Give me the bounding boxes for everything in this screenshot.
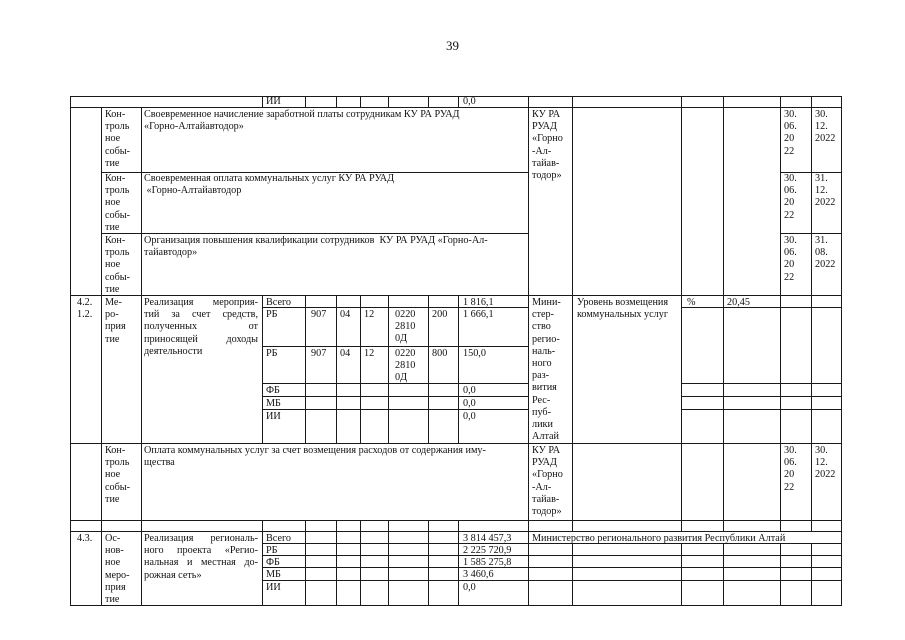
table-rule bbox=[723, 295, 724, 444]
table-rule bbox=[428, 295, 429, 444]
table-rule bbox=[388, 96, 389, 108]
table-rule bbox=[723, 543, 724, 606]
table-rule bbox=[681, 307, 842, 308]
table-rule bbox=[101, 443, 102, 521]
amount-cell: 2 225 720,9 bbox=[463, 545, 512, 556]
table-rule bbox=[572, 520, 573, 532]
funding-source-cell: ИИ bbox=[266, 411, 281, 422]
end-date-cell: 30. bbox=[815, 109, 828, 120]
table-rule bbox=[336, 96, 337, 108]
control-event-label: троль bbox=[105, 121, 130, 133]
table-rule bbox=[70, 443, 842, 444]
amount-cell: 1 585 275,8 bbox=[463, 557, 512, 568]
table-rule bbox=[262, 295, 263, 444]
measure-name: нальная и местная до- bbox=[144, 557, 258, 569]
executor-cell: наль- bbox=[532, 345, 556, 357]
control-event-label: троль bbox=[105, 247, 130, 259]
end-date-cell: 30. bbox=[815, 445, 828, 456]
table-rule bbox=[262, 383, 459, 384]
amount-cell: 150,0 bbox=[463, 348, 486, 359]
funding-source-cell: ФБ bbox=[266, 385, 280, 396]
executor-cell: регио- bbox=[532, 333, 560, 345]
amount-cell: 0,0 bbox=[463, 385, 476, 396]
table-rule bbox=[70, 443, 71, 521]
measure-kind: ное bbox=[105, 557, 121, 569]
measure-kind: прия bbox=[105, 581, 126, 593]
start-date-cell: 30. bbox=[784, 445, 797, 456]
measure-kind: Ме- bbox=[105, 297, 122, 308]
page-number: 39 bbox=[446, 38, 459, 53]
start-date-cell: 20 bbox=[784, 133, 795, 145]
table-rule bbox=[141, 531, 142, 606]
executor-cell: РУАД bbox=[532, 121, 557, 133]
table-rule bbox=[70, 520, 842, 521]
executor-cell: вития bbox=[532, 382, 557, 394]
table-rule bbox=[262, 307, 459, 308]
table-rule bbox=[841, 295, 842, 444]
table-rule bbox=[428, 96, 429, 108]
table-rule bbox=[841, 443, 842, 521]
executor-cell: КУ РА bbox=[532, 445, 561, 456]
executor-cell: Рес- bbox=[532, 394, 551, 406]
target-article-cell: 0220 bbox=[395, 348, 416, 359]
table-rule bbox=[360, 96, 361, 108]
indicator-name: Уровень возмещения bbox=[577, 297, 669, 308]
table-rule bbox=[141, 443, 142, 521]
funding-source-cell: МБ bbox=[266, 569, 281, 580]
start-date-cell: 30. bbox=[784, 235, 797, 246]
executor-cell: тодор» bbox=[532, 170, 562, 181]
event-description: «Горно-Алтайавтодор» bbox=[144, 121, 244, 133]
control-event-label: тие bbox=[105, 157, 120, 169]
control-event-label: ное bbox=[105, 197, 121, 209]
table-rule bbox=[572, 107, 573, 296]
table-rule bbox=[841, 107, 842, 296]
event-description: тайавтодор» bbox=[144, 247, 198, 259]
table-rule bbox=[70, 531, 842, 532]
start-date-cell: 20 bbox=[784, 259, 795, 271]
funding-source-cell: ИИ bbox=[266, 96, 281, 107]
table-rule bbox=[262, 567, 842, 568]
target-article-cell: 0220 bbox=[395, 309, 416, 320]
executor-cell: «Горно bbox=[532, 469, 563, 481]
table-rule bbox=[458, 346, 529, 347]
control-event-label: собы- bbox=[105, 209, 131, 221]
executor-cell: Мини- bbox=[532, 297, 561, 308]
control-event-label: тие bbox=[105, 221, 120, 233]
indicator-value: 20,45 bbox=[727, 297, 750, 308]
funding-source-cell: Всего bbox=[266, 297, 291, 308]
funding-source-cell: ФБ bbox=[266, 557, 280, 568]
executor-cell: «Горно bbox=[532, 133, 563, 145]
grbs-code-cell: 907 bbox=[311, 348, 327, 359]
end-date-cell: 08. bbox=[815, 247, 828, 259]
executor-cell: РУАД bbox=[532, 457, 557, 469]
table-rule bbox=[528, 443, 529, 521]
measure-name: полученных от bbox=[144, 321, 258, 333]
start-date-cell: 30. bbox=[784, 109, 797, 120]
control-event-label: троль bbox=[105, 457, 130, 469]
start-date-cell: 20 bbox=[784, 197, 795, 209]
control-event-label: тие bbox=[105, 283, 120, 295]
executor-cell: КУ РА bbox=[532, 109, 561, 120]
start-date-cell: 30. bbox=[784, 173, 797, 184]
control-event-label: Кон- bbox=[105, 109, 126, 120]
table-rule bbox=[723, 443, 724, 521]
grbs-code-cell: 907 bbox=[311, 309, 327, 320]
table-rule bbox=[681, 107, 682, 296]
table-rule bbox=[336, 295, 337, 444]
table-rule bbox=[101, 107, 102, 296]
funding-source-cell: РБ bbox=[266, 309, 278, 320]
subsection-code-cell: 12 bbox=[364, 309, 375, 320]
section-code-cell: 04 bbox=[340, 348, 351, 359]
table-rule bbox=[681, 443, 682, 521]
measure-kind: нов- bbox=[105, 545, 124, 557]
measure-number: 4.3. bbox=[77, 533, 93, 544]
start-date-cell: 06. bbox=[784, 247, 797, 259]
control-event-label: ное bbox=[105, 469, 121, 481]
end-date-cell: 31. bbox=[815, 235, 828, 246]
table-rule bbox=[141, 295, 142, 444]
control-event-label: собы- bbox=[105, 271, 131, 283]
indicator-unit: % bbox=[687, 297, 696, 308]
control-event-label: собы- bbox=[105, 481, 131, 493]
amount-cell: 1 666,1 bbox=[463, 309, 494, 320]
measure-kind: тие bbox=[105, 594, 120, 605]
table-rule bbox=[70, 295, 71, 444]
table-rule bbox=[723, 520, 724, 532]
measure-name: Реализация мероприя- bbox=[144, 297, 258, 308]
control-event-label: ное bbox=[105, 133, 121, 145]
executor-cell: стер- bbox=[532, 309, 554, 321]
measure-number: 1.2. bbox=[77, 309, 93, 321]
funding-source-cell: РБ bbox=[266, 545, 278, 556]
table-rule bbox=[141, 107, 142, 296]
table-rule bbox=[681, 383, 842, 384]
start-date-cell: 22 bbox=[784, 145, 795, 157]
measure-name: тий за счет средств, bbox=[144, 309, 258, 321]
event-description: Своевременная оплата коммунальных услуг КУ РА РУАД bbox=[144, 173, 395, 184]
executor-cell: Алтай bbox=[532, 431, 559, 443]
event-description: щества bbox=[144, 457, 175, 469]
executor-cell: -Ал- bbox=[532, 481, 552, 493]
executor-cell: тайав- bbox=[532, 157, 560, 169]
section-code-cell: 04 bbox=[340, 309, 351, 320]
control-event-label: ное bbox=[105, 259, 121, 271]
table-rule bbox=[681, 543, 682, 606]
table-rule bbox=[262, 346, 459, 347]
table-rule bbox=[780, 520, 781, 532]
table-rule bbox=[458, 96, 459, 108]
table-rule bbox=[780, 295, 781, 444]
event-description: Своевременное начисление заработной платы сотрудникам КУ РА РУАД bbox=[144, 109, 460, 120]
expense-type-cell: 200 bbox=[432, 309, 448, 320]
control-event-label: Кон- bbox=[105, 173, 126, 184]
table-rule bbox=[70, 96, 842, 97]
target-article-cell: 2810 bbox=[395, 360, 416, 372]
control-event-label: Кон- bbox=[105, 235, 126, 246]
amount-cell: 0,0 bbox=[463, 411, 476, 422]
event-description: «Горно-Алтайавтодор bbox=[144, 185, 242, 197]
table-rule bbox=[681, 409, 842, 410]
table-rule bbox=[70, 107, 71, 296]
table-rule bbox=[780, 233, 842, 234]
table-rule bbox=[780, 107, 781, 296]
control-event-label: собы- bbox=[105, 145, 131, 157]
executor-cell: ство bbox=[532, 321, 551, 333]
table-rule bbox=[262, 396, 459, 397]
table-rule bbox=[262, 96, 263, 108]
table-rule bbox=[101, 233, 529, 234]
funding-source-cell: Всего bbox=[266, 533, 291, 544]
target-article-cell: 0Д bbox=[395, 372, 408, 384]
table-rule bbox=[388, 295, 389, 444]
control-event-label: троль bbox=[105, 185, 130, 197]
funding-source-cell: РБ bbox=[266, 348, 278, 359]
table-rule bbox=[780, 443, 781, 521]
end-date-cell: 2022 bbox=[815, 133, 836, 145]
executor-cell: пуб- bbox=[532, 406, 551, 418]
start-date-cell: 22 bbox=[784, 271, 795, 283]
table-rule bbox=[811, 543, 812, 606]
table-rule bbox=[305, 295, 306, 444]
table-rule bbox=[681, 295, 682, 444]
table-rule bbox=[101, 531, 102, 606]
end-date-cell: 31. bbox=[815, 173, 828, 184]
measure-kind: Ос- bbox=[105, 533, 121, 544]
event-description: Оплата коммунальных услуг за счет возмещения расходов от содержания иму- bbox=[144, 445, 486, 456]
measure-kind: тие bbox=[105, 333, 120, 345]
executor-cell: тодор» bbox=[532, 506, 562, 517]
start-date-cell: 22 bbox=[784, 481, 795, 493]
control-event-label: тие bbox=[105, 493, 120, 505]
start-date-cell: 20 bbox=[784, 469, 795, 481]
event-description: Организация повышения квалификации сотрудников КУ РА РУАД «Горно-Ал- bbox=[144, 235, 488, 246]
table-rule bbox=[262, 409, 459, 410]
table-rule bbox=[811, 295, 812, 444]
executor-cell: тайав- bbox=[532, 493, 560, 505]
table-rule bbox=[572, 443, 573, 521]
table-rule bbox=[101, 295, 102, 444]
table-rule bbox=[262, 555, 842, 556]
table-rule bbox=[723, 107, 724, 296]
start-date-cell: 06. bbox=[784, 121, 797, 133]
amount-cell: 0,0 bbox=[463, 582, 476, 593]
end-date-cell: 12. bbox=[815, 185, 828, 197]
table-rule bbox=[70, 605, 842, 606]
executor-cell: Министерство регионального развития Республики Алтай bbox=[532, 533, 786, 544]
amount-cell: 0,0 bbox=[463, 96, 476, 107]
amount-cell: 3 460,6 bbox=[463, 569, 494, 580]
table-rule bbox=[811, 107, 812, 296]
measure-name: приносящей доходы bbox=[144, 333, 258, 345]
table-rule bbox=[780, 543, 781, 606]
table-rule bbox=[360, 295, 361, 444]
amount-cell: 1 816,1 bbox=[463, 297, 494, 308]
measure-kind: ро- bbox=[105, 309, 119, 321]
table-rule bbox=[70, 107, 842, 108]
measure-name: Реализация региональ- bbox=[144, 533, 258, 544]
start-date-cell: 06. bbox=[784, 457, 797, 469]
executor-cell: -Ал- bbox=[532, 145, 552, 157]
table-rule bbox=[458, 295, 459, 444]
table-rule bbox=[70, 531, 71, 606]
target-article-cell: 2810 bbox=[395, 321, 416, 333]
funding-source-cell: МБ bbox=[266, 398, 281, 409]
subsection-code-cell: 12 bbox=[364, 348, 375, 359]
table-rule bbox=[681, 520, 682, 532]
end-date-cell: 12. bbox=[815, 121, 828, 133]
executor-cell: раз- bbox=[532, 370, 550, 382]
end-date-cell: 2022 bbox=[815, 469, 836, 481]
end-date-cell: 2022 bbox=[815, 259, 836, 271]
indicator-name: коммунальных услуг bbox=[577, 309, 669, 321]
table-rule bbox=[528, 107, 529, 296]
end-date-cell: 2022 bbox=[815, 197, 836, 209]
table-rule bbox=[572, 543, 573, 606]
end-date-cell: 12. bbox=[815, 457, 828, 469]
table-rule bbox=[262, 580, 842, 581]
table-rule bbox=[572, 295, 573, 444]
funding-source-cell: ИИ bbox=[266, 582, 281, 593]
table-rule bbox=[70, 295, 842, 296]
measure-name: ного проекта «Регио- bbox=[144, 545, 258, 557]
start-date-cell: 22 bbox=[784, 209, 795, 221]
measure-name: деятельности bbox=[144, 345, 203, 357]
table-rule bbox=[681, 396, 842, 397]
start-date-cell: 06. bbox=[784, 185, 797, 197]
executor-cell: ного bbox=[532, 358, 552, 369]
executor-cell: лики bbox=[532, 419, 553, 430]
measure-number: 4.2. bbox=[77, 297, 93, 308]
table-rule bbox=[305, 96, 306, 108]
table-rule bbox=[811, 520, 812, 532]
target-article-cell: 0Д bbox=[395, 333, 408, 345]
measure-kind: прия bbox=[105, 321, 126, 333]
table-rule bbox=[811, 443, 812, 521]
amount-cell: 3 814 457,3 bbox=[463, 533, 512, 544]
table-rule bbox=[528, 295, 529, 444]
measure-name: рожная сеть» bbox=[144, 569, 202, 581]
table-rule bbox=[458, 383, 529, 384]
expense-type-cell: 800 bbox=[432, 348, 448, 359]
amount-cell: 0,0 bbox=[463, 398, 476, 409]
control-event-label: Кон- bbox=[105, 445, 126, 456]
measure-kind: меро- bbox=[105, 569, 130, 581]
